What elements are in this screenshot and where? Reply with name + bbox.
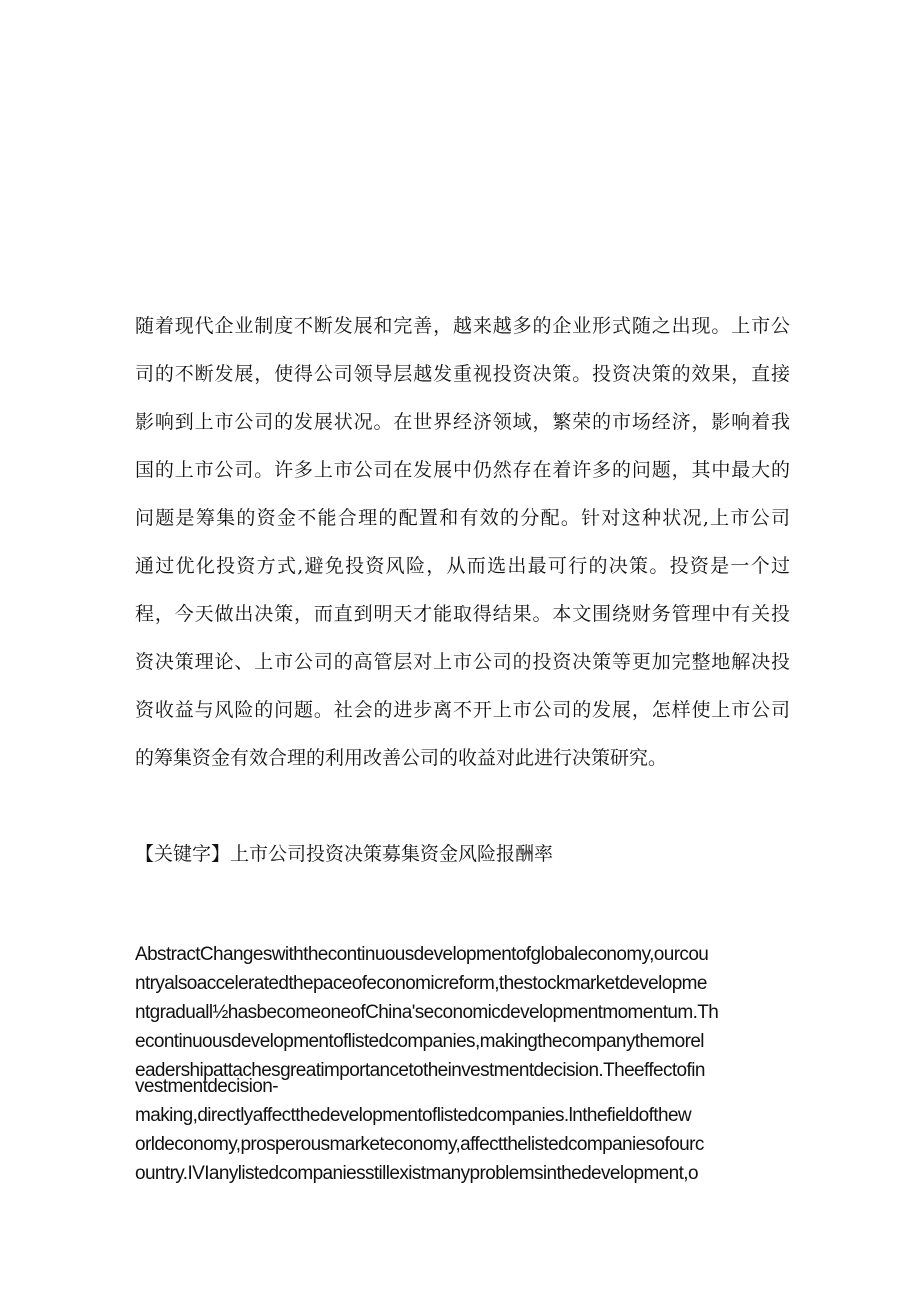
paragraph-line: 问题是筹集的资金不能合理的配置和有效的分配。针对这种状况,上市公司 — [135, 507, 790, 529]
abstract-line: ountry.IVIanylistedcompaniesstillexistmanyproblemsinthedevelopment,o — [135, 1163, 698, 1184]
abstract-line: ntryalsoacceleratedthepaceofeconomicreform,thestockmarketdevelopme — [135, 973, 707, 994]
paragraph-line: 国的上市公司。许多上市公司在发展中仍然存在着许多的问题，其中最大的 — [135, 459, 790, 481]
abstract-line: vestmentdecision- — [135, 1076, 278, 1097]
keywords-line: 【关键字】上市公司投资决策募集资金风险报酬率 — [135, 843, 554, 865]
paragraph-line: 程，今天做出决策，而直到明天才能取得结果。本文围绕财务管理中有关投 — [135, 603, 790, 625]
paragraph-line: 资决策理论、上市公司的高管层对上市公司的投资决策等更加完整地解决投 — [135, 651, 790, 673]
paragraph-line: 资收益与风险的问题。社会的进步离不开上市公司的发展，怎样使上市公司 — [135, 699, 790, 721]
paragraph-line: 随着现代企业制度不断发展和完善，越来越多的企业形式随之出现。上市公 — [135, 315, 790, 337]
abstract-line: making,directlyaffectthedevelopmentoflistedcompanies.lnthefieldofthew — [135, 1105, 692, 1126]
paragraph-line: 的筹集资金有效合理的利用改善公司的收益对此进行决策研究。 — [135, 747, 668, 769]
paragraph-line: 司的不断发展，使得公司领导层越发重视投资决策。投资决策的效果，直接 — [135, 363, 790, 385]
abstract-line: eadershipattachesgreatimportancetotheinvestmentdecision.Theeffectofin — [135, 1060, 705, 1081]
abstract-line: ntgraduall½hasbecomeoneofChina'seconomicdevelopmentmomentum.Th — [135, 1002, 719, 1023]
paragraph-line: 通过优化投资方式,避免投资风险，从而选出最可行的决策。投资是一个过 — [135, 555, 790, 577]
abstract-line: orldeconomy,prosperousmarketeconomy,affectthelistedcompaniesofourc — [135, 1134, 704, 1155]
paragraph-line: 影响到上市公司的发展状况。在世界经济领域，繁荣的市场经济，影响着我 — [135, 411, 790, 433]
abstract-line: AbstractChangeswiththecontinuousdevelopmentofglobaleconomy,ourcou — [135, 944, 709, 965]
abstract-line: econtinuousdevelopmentoflistedcompanies,makingthecompanythemorel — [135, 1031, 704, 1052]
